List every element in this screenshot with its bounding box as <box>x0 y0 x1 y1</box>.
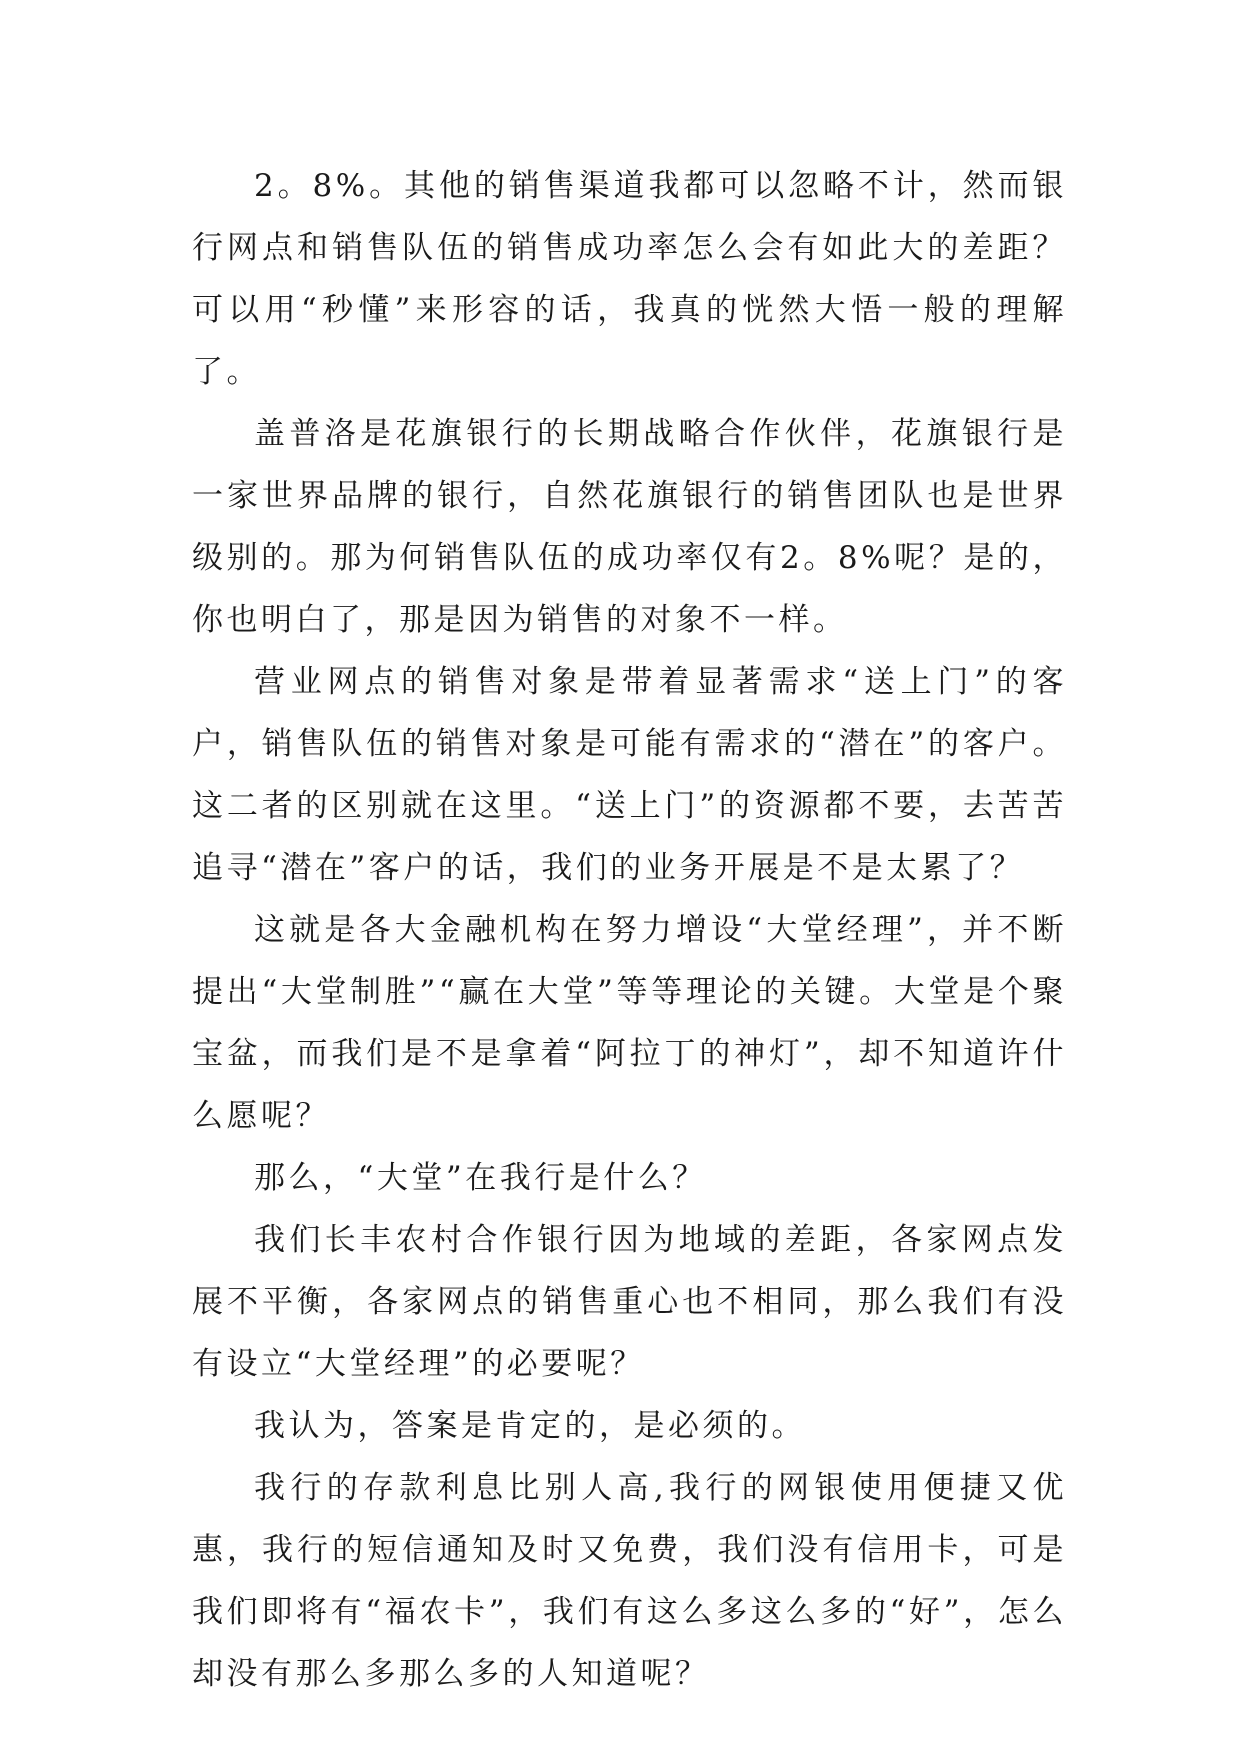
paragraph: 我行的存款利息比别人高,我行的网银使用便捷又优惠，我行的短信通知及时又免费，我们没有信用卡，可是我们即将有“福农卡”，我们有这么多这么多的“好”，怎么却没有那么多那么多的人知道呢？ <box>192 1470 1067 1692</box>
paragraph: 那么，“大堂”在我行是什么？ <box>254 1160 707 1196</box>
paragraph: 这就是各大金融机构在努力增设“大堂经理”，并不断提出“大堂制胜”“赢在大堂”等等理论的关键。大堂是个聚宝盆，而我们是不是拿着“阿拉丁的神灯”，却不知道许什么愿呢？ <box>192 912 1067 1134</box>
paragraph: 2。8%。其他的销售渠道我都可以忽略不计，然而银行网点和销售队伍的销售成功率怎么会有如此大的差距？可以用“秒懂”来形容的话，我真的恍然大悟一般的理解了。 <box>192 168 1067 390</box>
paragraph: 盖普洛是花旗银行的长期战略合作伙伴，花旗银行是一家世界品牌的银行，自然花旗银行的销售团队也是世界级别的。那为何销售队伍的成功率仅有2。8%呢？是的，你也明白了，那是因为销售的对象不一样。 <box>192 416 1067 638</box>
paragraph: 我认为，答案是肯定的，是必须的。 <box>254 1408 806 1444</box>
paragraph: 营业网点的销售对象是带着显著需求“送上门”的客户，销售队伍的销售对象是可能有需求的“潜在”的客户。这二者的区别就在这里。“送上门”的资源都不要，去苦苦追寻“潜在”客户的话，我们的业务开展是不是太累了？ <box>192 664 1067 886</box>
paragraph: 我们长丰农村合作银行因为地域的差距，各家网点发展不平衡，各家网点的销售重心也不相同，那么我们有没有设立“大堂经理”的必要呢？ <box>192 1222 1067 1382</box>
document-body <box>192 155 1067 1705</box>
